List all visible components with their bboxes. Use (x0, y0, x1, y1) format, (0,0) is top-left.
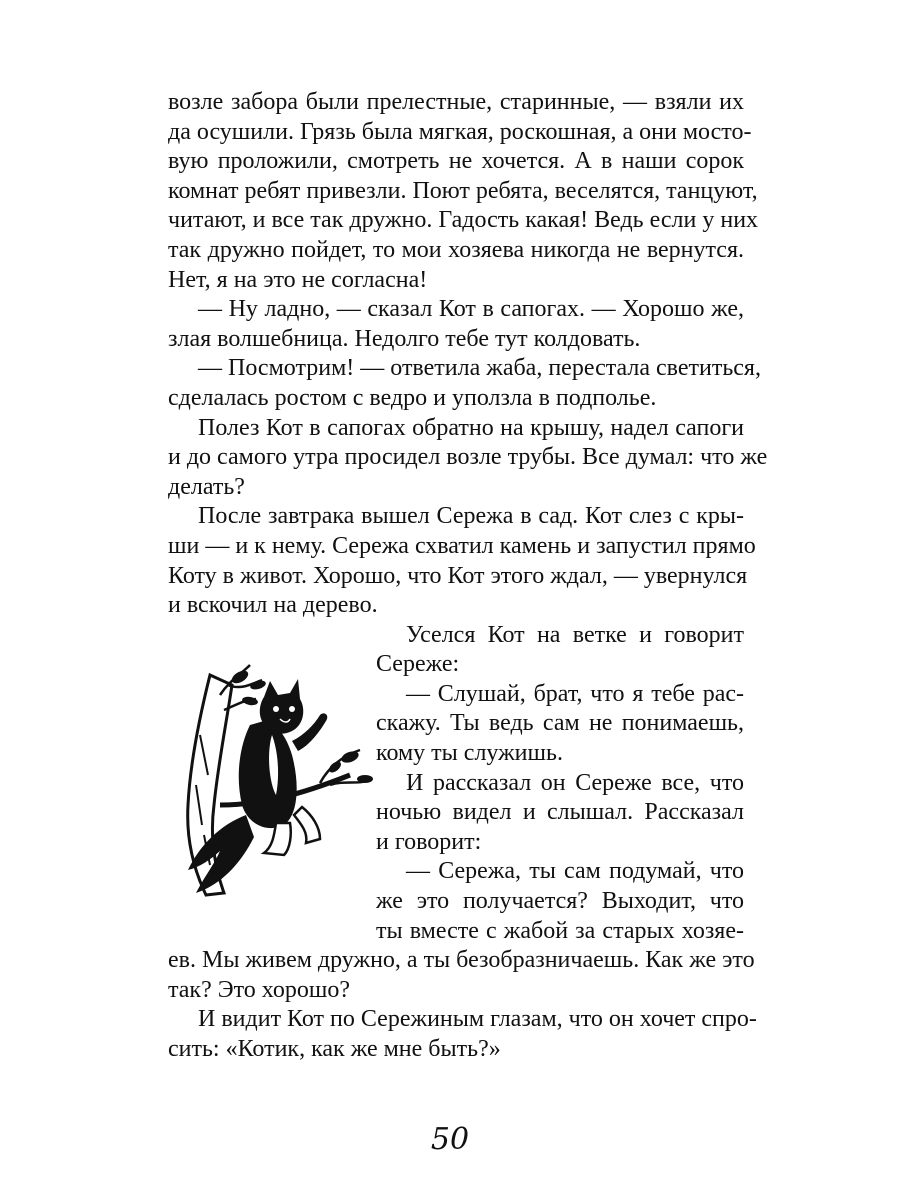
text-line: кому ты служишь. (376, 740, 563, 767)
text-line: ночью видел и слышал. Рассказал (376, 799, 744, 826)
text-line: ты вместе с жабой за старых хозяе- (376, 917, 744, 944)
text-line: так? Это хорошо? (168, 976, 350, 1003)
text-line: возле забора были прелестные, старинные, — взяли их (168, 89, 744, 115)
text-line: ев. Мы живем дружно, а ты безобразничаешь. Как же это (168, 947, 755, 974)
text-line: сить: «Котик, как же мне быть?» (168, 1036, 501, 1062)
text-line: делать? (168, 473, 245, 500)
cat-body (239, 721, 297, 828)
text-line: Нет, я на это не согласна! (168, 266, 428, 293)
text-line: скажу. Ты ведь сам не понимаешь, (376, 710, 744, 737)
text-line: злая волшебница. Недолго тебе тут колдовать. (168, 325, 641, 352)
text-line: — Слушай, брат, что я тебе рас- (406, 680, 744, 707)
cat-head (260, 679, 303, 734)
text-line: — Сережа, ты сам подумай, что (406, 858, 744, 885)
cat-on-tree-illustration (180, 655, 375, 905)
page-number: 50 (430, 1122, 470, 1157)
text-line: же это получается? Выходит, что (376, 888, 744, 915)
text-line: Уселся Кот на ветке и говорит (406, 621, 744, 648)
text-line: — Посмотрим! — ответила жаба, перестала светиться, (198, 355, 761, 382)
body-text (168, 88, 768, 1065)
text-line: И рассказал он Сереже все, что (406, 769, 744, 796)
text-line: ши — и к нему. Сережа схватил камень и запустил прямо (168, 532, 756, 559)
text-line: комнат ребят привезли. Поют ребята, веселятся, танцуют, (168, 177, 758, 204)
text-line: Коту в живот. Хорошо, что Кот этого ждал, — увернулся (168, 562, 748, 589)
text-line: и до самого утра просидел возле трубы. Все думал: что же (168, 444, 768, 471)
text-line: сделалась ростом с ведро и уползла в подполье. (168, 384, 657, 411)
text-line: Полез Кот в сапогах обратно на крышу, надел сапоги (198, 414, 744, 441)
text-line: читают, и все так дружно. Гадость какая! Ведь если у них (168, 207, 759, 234)
text-line: И видит Кот по Сережиным глазам, что он хочет спро- (198, 1006, 757, 1033)
text-line: и вскочил на дерево. (168, 592, 378, 619)
text-line: да осушили. Грязь была мягкая, роскошная, а они мосто- (168, 118, 752, 145)
text-line: — Ну ладно, — сказал Кот в сапогах. — Хорошо же, (198, 296, 744, 323)
text-line: и говорит: (376, 828, 482, 855)
text-line: Сереже: (376, 651, 460, 678)
text-line: так дружно пойдет, то мои хозяева никогда не вернутся. (168, 236, 744, 263)
text-line: После завтрака вышел Сережа в сад. Кот слез с кры- (198, 503, 744, 530)
text-line: вую проложили, смотреть не хочется. А в наши сорок (168, 148, 744, 175)
